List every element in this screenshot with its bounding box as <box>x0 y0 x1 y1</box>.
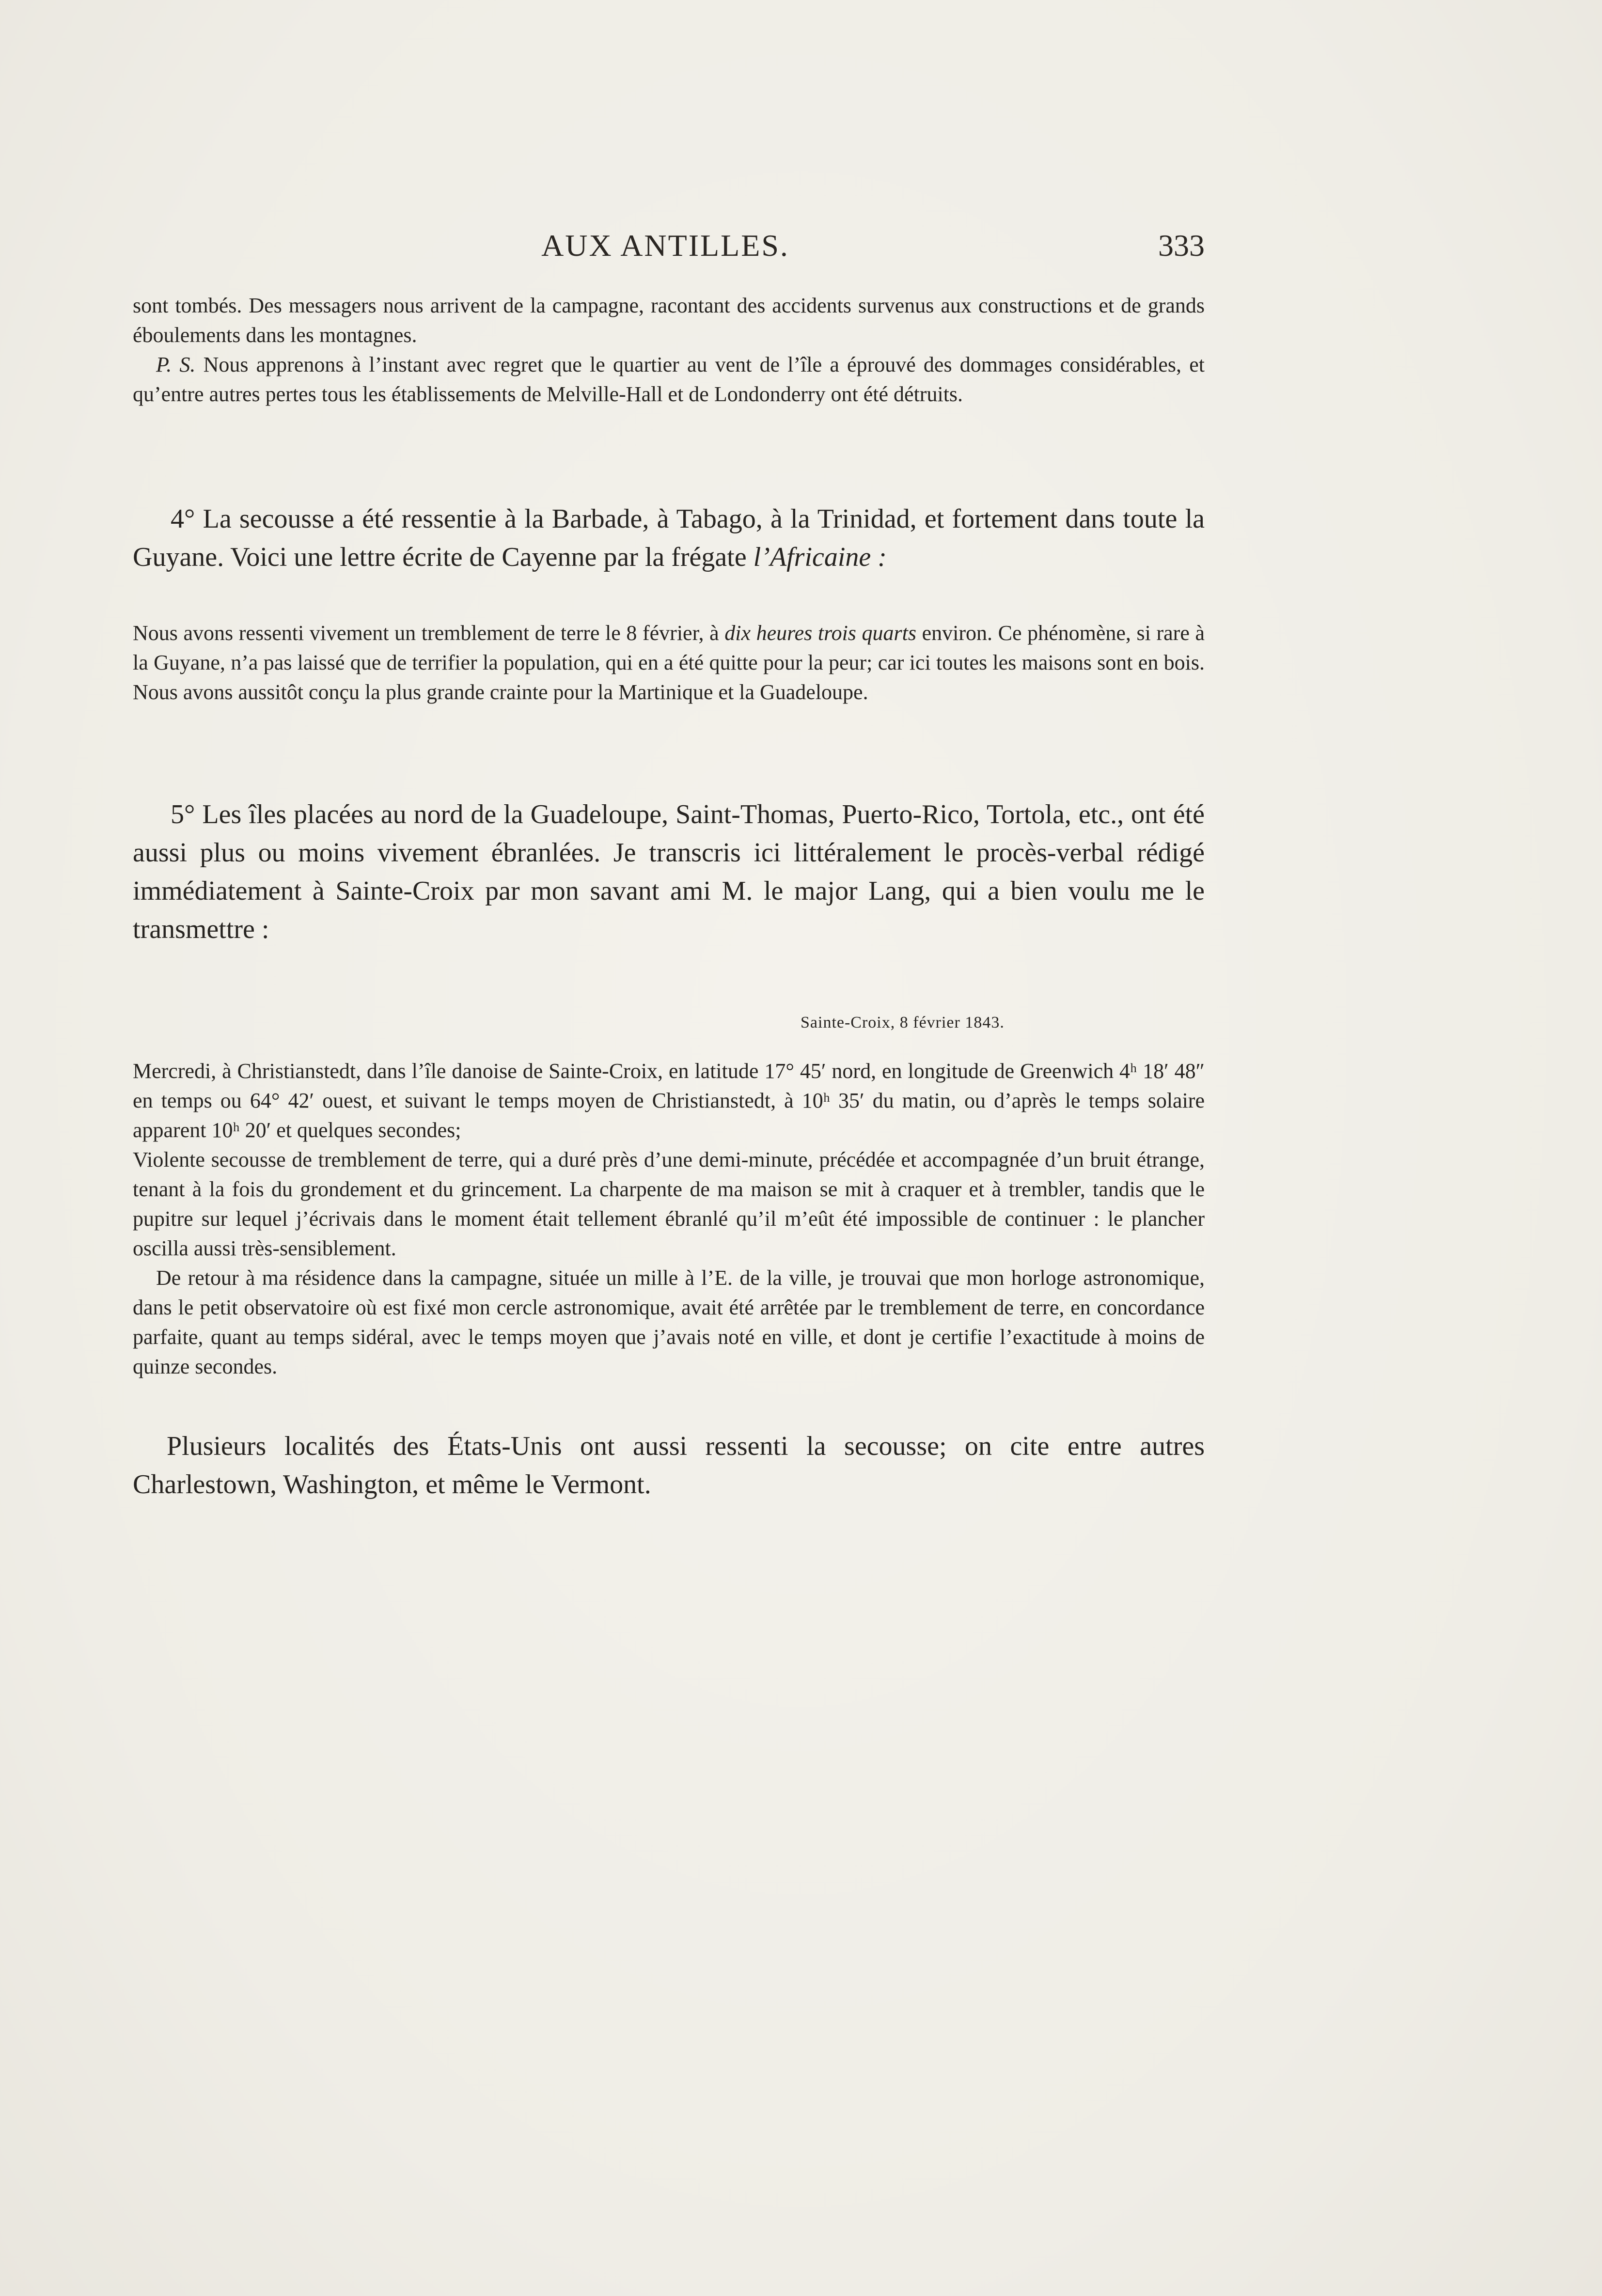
dateline: Sainte-Croix, 8 février 1843. <box>801 1014 1005 1031</box>
section-4 <box>133 500 1205 577</box>
section-5 <box>133 796 1205 949</box>
cayenne-letter-paragraph <box>133 618 1205 707</box>
closing-paragraph: Plusieurs localités des États-Unis ont aussi ressenti la secousse; on cite entre autres Charlestown, Washington, et même le Vermont. <box>133 1431 1205 1499</box>
ship-name: l’Africaine : <box>753 542 887 572</box>
letter-time: dix heures trois quarts <box>724 621 916 645</box>
running-title: AUX ANTILLES. <box>541 228 789 263</box>
proces-verbal <box>133 1056 1205 1381</box>
section-5-paragraph: 5° Les îles placées au nord de la Guadeloupe, Saint-Thomas, Puerto-Rico, Tortola, etc., ont été aussi plus ou moins vivement ébranlées. Je transcris ici littéralement le procès-verbal rédigé immédiatement à Sainte-Croix par mon savant ami M. le major Lang, qui a bien voulu me le transmettre : <box>133 799 1205 944</box>
cayenne-letter <box>133 618 1205 707</box>
report-paragraph-3: De retour à ma résidence dans la campagne, située un mille à l’E. de la ville, je trouvai que mon horloge astronomique, dans le petit observatoire où est fixé mon cercle astronomique, avait été arrêtée par le tremblement de terre, en concordance parfaite, quant au temps sidéral, avec le temps moyen que j’avais noté en ville, et dont je certifie l’exactitude à moins de quinze secondes. <box>133 1266 1205 1378</box>
paragraph: sont tombés. Des messagers nous arrivent de la campagne, racontant des accidents survenus aux constructions et de grands éboulements dans les montagnes. <box>133 294 1205 347</box>
section-4-text: 4° La secousse a été ressentie à la Barbade, à Tabago, à la Trinidad, et fortement dans toute la Guyane. Voici une lettre écrite de Cayenne par la frégate <box>133 504 1205 572</box>
report-paragraph-1: Mercredi, à Christianstedt, dans l’île danoise de Sainte-Croix, en latitude 17° 45′ nord, en longitude de Greenwich 4ʰ 18′ 48″ en temps ou 64° 42′ ouest, et suivant le temps moyen de Christianstedt, à 10ʰ 35′ du matin, ou d’après le temps solaire apparent 10ʰ 20′ et quelques secondes; <box>133 1059 1205 1142</box>
postscript-paragraph <box>133 350 1205 409</box>
postscript-label: P. S. <box>156 353 196 376</box>
page-number: 333 <box>1158 228 1205 263</box>
page-header <box>126 228 1205 266</box>
postscript-text: Nous apprenons à l’instant avec regret que le quartier au vent de l’île a éprouvé des dommages considérables, et qu’entre autres pertes tous les établissements de Melville-Hall et de Londonderry ont été détruits. <box>133 353 1205 406</box>
letter-text-2: environ. Ce phénomène, si rare à la Guyane, n’a pas laissé que de terrifier la population, qui en a été quitte pour la peur; car ici toutes les maisons sont en bois. Nous avons aussitôt conçu la plus grande crainte pour la Martinique et la Guadeloupe. <box>133 621 1205 704</box>
closing-section <box>133 1427 1205 1504</box>
quoted-letter-continuation <box>133 291 1205 409</box>
report-paragraph-2: Violente secousse de tremblement de terre, qui a duré près d’une demi-minute, précédée et accompagnée d’un bruit étrange, tenant à la fois du grondement et du grincement. La charpente de ma maison se mit à craquer et à trembler, tandis que le pupitre sur lequel j’écrivais dans le moment était tellement ébranlé qu’il m’eût été impossible de continuer : le plancher oscilla aussi très-sensiblement. <box>133 1148 1205 1260</box>
letter-text-1: Nous avons ressenti vivement un tremblement de terre le 8 février, à <box>133 621 725 645</box>
section-4-paragraph <box>133 500 1205 577</box>
